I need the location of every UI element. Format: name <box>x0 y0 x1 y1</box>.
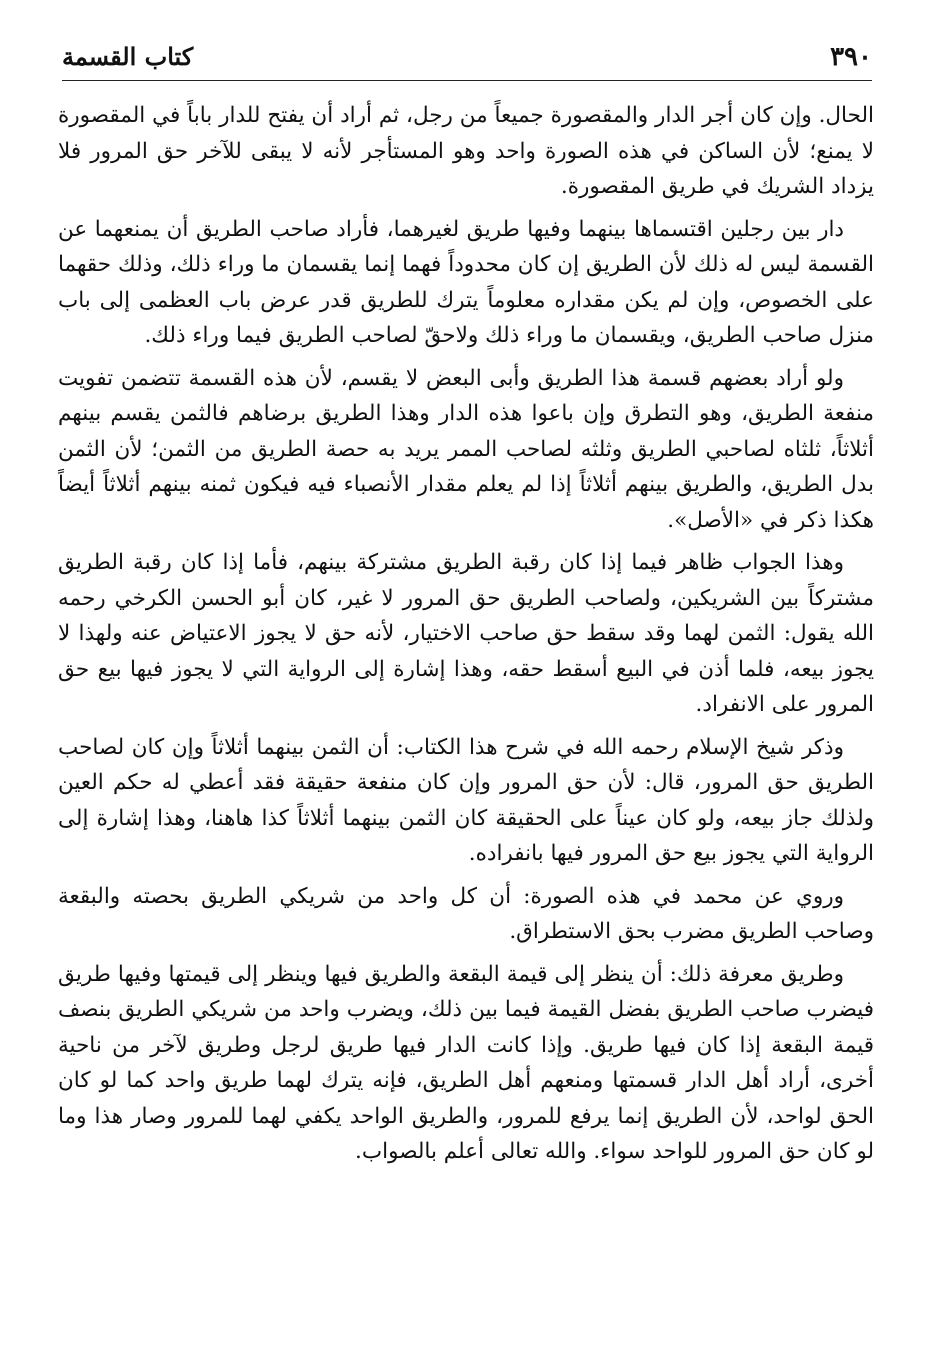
page-header <box>62 40 872 81</box>
body-text <box>58 98 874 1177</box>
paragraph: وهذا الجواب ظاهر فيما إذا كان رقبة الطريق مشتركة بينهم، فأما إذا كان رقبة الطريق مشتركاً بين الشريكين، ولصاحب الطريق حق المرور لا غير، كان أبو الحسن الكرخي رحمه الله يقول: الثمن لهما وقد سقط حق صاحب الاختيار، لأنه حق لا يجوز الاعتياض عنه ولهذا لا يجوز بيعه، فلما أذن في البيع أسقط حقه، وهذا إشارة إلى الرواية التي لا يجوز فيها بيع حق المرور على الانفراد. <box>58 550 874 717</box>
page-number: ٣٩٠ <box>830 42 872 72</box>
running-title: كتاب القسمة <box>62 42 194 71</box>
paragraph: ولو أراد بعضهم قسمة هذا الطريق وأبى البعض لا يقسم، لأن هذه القسمة تتضمن تفويت منفعة الطريق، وهو التطرق وإن باعوا هذه الدار وهذا الطريق برضاهم فالثمن يقسم بينهم أثلاثاً، ثلثاه لصاحبي الطريق وثلثه لصاحب الممر يريد به حصة الطريق من الثمن؛ لأن الثمن بدل الطريق، والطريق بينهم أثلاثاً إذا لم يعلم مقدار الأنصباء فيه فيكون ثمنه بينهم أثلاثاً أيضاً هكذا ذكر في «الأصل». <box>58 365 874 533</box>
paragraph: الحال. وإن كان أجر الدار والمقصورة جميعاً من رجل، ثم أراد أن يفتح للدار باباً في المقصورة لا يمنع؛ لأن الساكن في هذه الصورة واحد وهو المستأجر لأنه لا يبقى للآخر حق المرور فلا يزداد الشريك في طريق المقصورة. <box>58 103 874 199</box>
paragraph: وطريق معرفة ذلك: أن ينظر إلى قيمة البقعة والطريق فيها وينظر إلى قيمتها وفيها طريق فيضرب صاحب الطريق بفضل القيمة فيما بين ذلك، ويضرب واحد من شريكي الطريق بنصف قيمة البقعة إذا كان فيها طريق. وإذا كانت الدار فيها طريق لرجل وطريق لآخر من ناحية أخرى، أراد أهل الدار قسمتها ومنعهم أهل الطريق، فإنه يترك لهما طريق واحد كما لو كان الحق لواحد، لأن الطريق إنما يرفع للمرور، والطريق الواحد يكفي لهما للمرور وصار هذا وما لو كان حق المرور للواحد سواء. والله تعالى أعلم بالصواب. <box>58 961 874 1164</box>
paragraph: وذكر شيخ الإسلام رحمه الله في شرح هذا الكتاب: أن الثمن بينهما أثلاثاً وإن كان لصاحب الطريق حق المرور، قال: لأن حق المرور وإن كان منفعة حقيقة فقد أعطي له حكم العين ولذلك جاز بيعه، ولو كان عيناً على الحقيقة كان الثمن بينهما أثلاثاً كذا هاهنا، وهذا إشارة إلى الرواية التي يجوز بيع حق المرور فيها بانفراده. <box>58 734 874 866</box>
paragraph: وروي عن محمد في هذه الصورة: أن كل واحد من شريكي الطريق بحصته والبقعة وصاحب الطريق مضرب بحق الاستطراق. <box>58 883 874 944</box>
paragraph: دار بين رجلين اقتسماها بينهما وفيها طريق لغيرهما، فأراد صاحب الطريق أن يمنعهما عن القسمة ليس له ذلك لأن الطريق إن كان محدوداً فهما إنما يقسمان ما وراء ذلك، وذلك حقهما على الخصوص، وإن لم يكن مقداره معلوماً يترك للطريق قدر عرض باب العظمى إلى باب منزل صاحب الطريق، ويقسمان ما وراء ذلك ولاحقّ لصاحب الطريق فيما وراء ذلك. <box>58 216 874 348</box>
